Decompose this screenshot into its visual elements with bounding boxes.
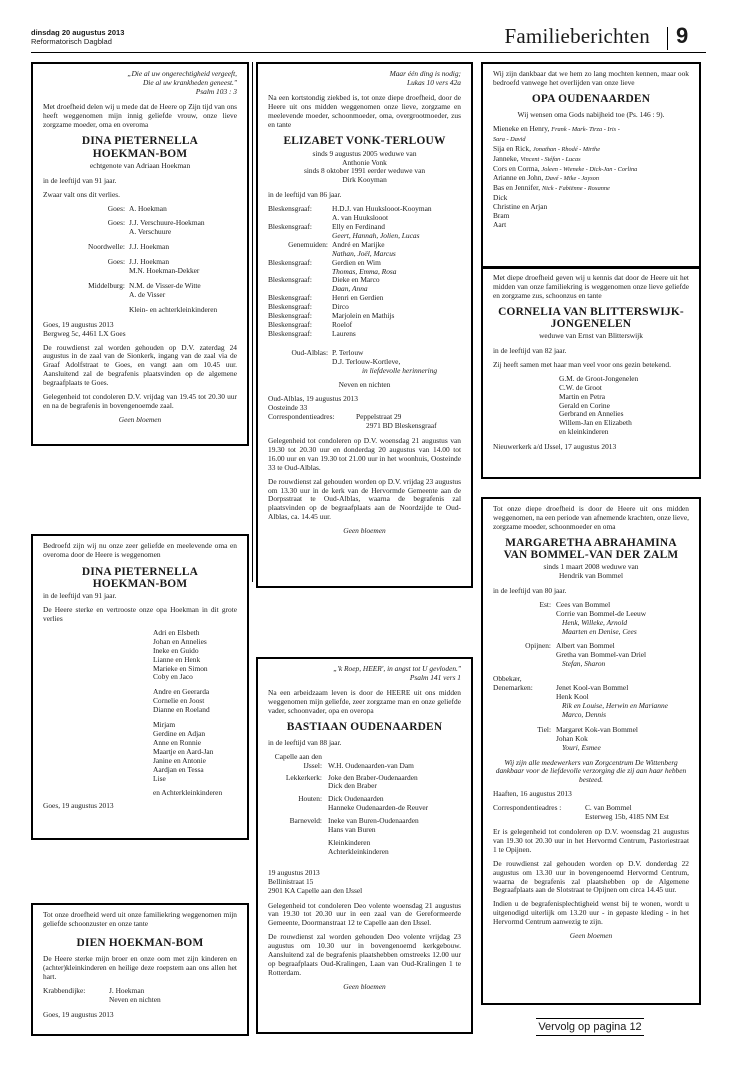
funeral-info: De rouwdienst zal gehouden worden op D.V. donderdag 22 augustus om 13.30 uur in bovengenoemd Hervormd Centrum, waarna de begrafenis zal plaatshebben op de Algemene Begraafplaats aan de Slotstraat te Opijnen om circa 14.45 uur. — [493, 858, 689, 895]
notice-date: Haaften, 16 augustus 2013 — [493, 789, 572, 799]
condolence-info: Gelegenheid tot condoleren D.V. vrijdag van 19.45 tot 20.30 uur en na de begrafenis in bovengenoemde zaal. — [43, 392, 237, 410]
verse: „Die al uw ongerechtigheid vergeeft, Die al uw krankheden geneest." Psalm 103 : 3 — [127, 69, 237, 96]
death-notice-grandmother — [31, 534, 249, 840]
notice-date: Goes, 19 augustus 2013 — [43, 1009, 114, 1019]
deceased-name: DINA PIETERNELLA HOEKMAN-BOM — [81, 135, 199, 160]
death-notice-hoekman-bom — [31, 62, 249, 446]
notice-date: Nieuwerkerk a/d IJssel, 17 augustus 2013 — [493, 442, 617, 452]
verse: Maar één ding is nodig; Lukas 10 vers 42a — [389, 69, 461, 87]
family-list: Krabbendijke: J. Hoekman Neven en nichten — [43, 985, 161, 1004]
notice-intro: Wij zijn dankbaar dat we hem zo lang mochten kennen, maar ook bedroefd vanwege het overlijden van onze lieve — [493, 69, 689, 87]
widow-lines: sinds 1 maart 2008 weduwe van Hendrik van Bommel — [543, 562, 639, 581]
attendance-info: Indien u de begrafenisplechtigheid wenst bij te wonen, wordt u uitgenodigd uiterlijk om 13.20 uur - in gepaste kleding - in het Hervormd Centrum aanwezig te zijn. — [493, 899, 689, 927]
death-notice-dien — [31, 903, 249, 1036]
widow-line: weduwe van Ernst van Blitterswijk — [539, 331, 643, 341]
no-flowers: Geen bloemen — [343, 526, 386, 536]
age-line: in de leeftijd van 82 jaar. — [493, 346, 567, 356]
notice-note: De Heere sterke mijn broer en onze oom met zijn kinderen en (achter)kleinkinderen en heilige deze roepstem aan ons allen het hart. — [43, 954, 237, 981]
column-divider — [252, 62, 253, 582]
death-notice-oudenaarden — [256, 657, 473, 1034]
grandchildren-group-2: Andre en Geerarda Cornelie en Joost Dianne en Roeland — [153, 687, 210, 715]
funeral-info: De rouwdienst zal worden gehouden op D.V. zaterdag 24 augustus in de zaal van de Sionkerk, ingang van de zaal via de Graaf Adolfstraat te Goes, en vangt aan om 10.45 uur. Aansluitend zal de begrafenis plaatsvinden op de algemene begraafplaats te Goes. — [43, 342, 237, 388]
death-notice-van-blitterswijk — [481, 266, 701, 479]
deceased-name: OPA OUDENAARDEN — [531, 92, 651, 105]
funeral-info: De rouwdienst zal worden gehouden Deo volente vrijdag 23 augustus om 10.30 uur in bovengenoemd kerkgebouw. Aansluitend zal de begrafenis plaatshebben omstreeks 12.00 uur op begraafplaats Oud-Kralingen, Laan van Oud-Kralingen 1 te Rotterdam. — [268, 932, 461, 977]
age-line: in de leeftijd van 91 jaar. — [43, 591, 117, 601]
notice-date: Goes, 19 augustus 2013 — [43, 801, 114, 811]
newspaper-name: Reformatorisch Dagblad — [31, 37, 112, 46]
deceased-name: DIEN HOEKMAN-BOM — [76, 936, 204, 949]
age-line: in de leeftijd van 80 jaar. — [493, 585, 567, 595]
section-title: Familieberichten — [504, 24, 650, 48]
deceased-name: MARGARETHA ABRAHAMINA VAN BOMMEL-VAN DER ZALM — [503, 536, 679, 561]
deceased-name: BASTIAAN OUDENAARDEN — [286, 720, 443, 733]
verse: „'k Roep, HEER', in angst tot U gevloden." Psalm 141 vers 1 — [333, 664, 461, 682]
condolence-info: Gelegenheid tot condoleren Deo volente woensdag 21 augustus van 19.30 tot 20.30 uur in een zaal van de Gereformeerde Gemeente, Doormanstraat 12 te Capelle aan den IJssel. — [268, 900, 461, 928]
no-flowers: Geen bloemen — [569, 931, 613, 941]
death-notice-van-bommel — [481, 497, 701, 1005]
spouse-line: echtgenote van Adriaan Hoekman — [89, 160, 191, 170]
no-flowers: Geen bloemen — [118, 414, 162, 424]
deceased-name: CORNELIA VAN BLITTERSWIJK- JONGENELEN — [498, 305, 684, 330]
address: 19 augustus 2013 Bellinistraat 15 2901 KA Capelle aan den IJssel — [268, 867, 363, 895]
notice-opa-oudenaarden — [481, 62, 701, 269]
condolence-info: Gelegenheid tot condoleren op D.V. woensdag 21 augustus van 19.30 tot 20.30 uur en donderdag 20 augustus van 14.00 tot 16.00 uur en van 19.30 tot 21.00 uur in het woonhuis, Oosteinde 33 te Oud-Alblas. — [268, 436, 461, 472]
deceased-name: ELIZABET VONK-TERLOUW — [283, 135, 446, 148]
cousins-line: Neven en nichten — [338, 380, 391, 390]
correspondence-address: Correspondentieadres: Peppelstraat 29 2971 BD Bleskensgraaf — [268, 412, 437, 431]
widow-lines: sinds 9 augustus 2005 weduwe van Anthonie Vonk sinds 8 oktober 1991 eerder weduwe van Dirk Kooyman — [303, 148, 426, 185]
notice-intro: Na een kortstondig ziekbed is, tot onze diepe droefheid, door de Heere uit ons midden weggenomen onze lieve, zorgzame en meelevende moeder, schoonmoeder, oma, overgrootmoeder, zus en tante — [268, 92, 461, 129]
grandchildren-group-1: Adri en Elsbeth Johan en Annelies Ineke en Guido Lianne en Henk Marieke en Simon Coby en Jaco — [153, 627, 208, 682]
page-number: 9 — [676, 23, 689, 48]
continued-on-page-link[interactable]: Vervolg op pagina 12 — [536, 1018, 644, 1036]
deceased-name: DINA PIETERNELLA HOEKMAN-BOM — [81, 565, 199, 591]
address: Oud-Alblas, 19 augustus 2013 Oosteinde 33 — [268, 394, 358, 413]
notice-note: De Heere sterke en vertrooste onze opa Hoekman in dit grote verlies — [43, 605, 237, 624]
correspondence-address: Correspondentieadres : C. van Bommel Esterweg 15b, 4185 NM Est — [493, 803, 669, 822]
notice-intro: Met diepe droefheid geven wij u kennis dat door de Heere uit het midden van onze familiekring is weggenomen onze lieve geliefde en zorgzame zus, schoonzus en tante — [493, 273, 689, 300]
brother-line: Oud-Alblas: P. Terlouw D.J. Terlouw-Kortleve, in liefdevolle herinnering — [291, 347, 438, 375]
masthead-info — [31, 28, 124, 46]
wish-line: Wij wensen oma Gods nabijheid toe (Ps. 146 : 9). — [517, 110, 665, 120]
death-notice-vonk-terlouw — [256, 62, 473, 588]
condolence-info: Er is gelegenheid tot condoleren op D.V. woensdag 21 augustus van 19.30 tot 20.30 uur in het Hervormd Centrum, Pastoriestraat 1 te Opijnen. — [493, 826, 689, 854]
notice-intro: Tot onze droefheid werd uit onze familiekring weggenomen mijn geliefde schoonzuster en onze tante — [43, 910, 237, 928]
notice-intro: Na een arbeidzaam leven is door de HEERE uit ons midden weggenomen mijn geliefde, zeer zorgzame man en onze geliefde vader, schoonvader, opa en overopa — [268, 687, 461, 715]
notice-note: Zwaar valt ons dit verlies. — [43, 189, 120, 199]
funeral-info: De rouwdienst zal gehouden worden op D.V. vrijdag 23 augustus om 13.30 uur in de kerk van de Hervormde Gemeente aan de Dorpsstraat te Oud-Alblas, waarna de begrafenis zal plaatsvinden op de begraafplaats aan de Noordzijde te Oud-Alblas, ca. 14.45 uur. — [268, 476, 461, 522]
family-list: Est: Cees van Bommel Corrie van Bommel-de Leeuw Henk, Willeke, Arnold Maarten en Denise, Cees Opijnen: Albert van Bommel Gretha van Bommel-van Driel Stefan, Sharon Obbekær, Denemarken: Jenet Kool-van Bommel Henk Kool Rik en Louise, Herwin en Marianne Marco, Dennis Tiel: Margaret Kok-van Bommel Johan Kok Youri, Esmee — [493, 599, 668, 752]
notice-note: Zij heeft samen met haar man veel voor ons gezin betekend. — [493, 359, 671, 369]
family-list: Capelle aan den IJssel: W.H. Oudenaarden-van Dam Lekkerkerk: Joke den Braber-Oudenaarden Dick den Braber Houten: Dick Oudenaarden Hanneke Oudenaarden-de Reuver Barneveld: Ineke van Buren-Oudenaarden Hans van Buren Kleinkinderen Achterkleinkinderen — [274, 751, 429, 856]
closing-line: en Achterkleinkinderen — [153, 788, 223, 798]
header-divider — [667, 27, 668, 50]
notice-intro: Tot onze diepe droefheid is door de Heere uit ons midden weggenomen, na een periode van afnemende krachten, onze lieve, zorgzame moeder, schoonmoeder en oma — [493, 504, 689, 531]
age-line: in de leeftijd van 91 jaar. — [43, 175, 117, 185]
grandchildren-group-3: Mirjam Gerdine en Adjan Anne en Ronnie Maartje en Aard-Jan Janine en Antonie Aardjan en Tessa Lise — [153, 720, 214, 783]
notice-intro: Bedroefd zijn wij nu onze zeer geliefde en meelevende oma en overoma door de Heere is weggenomen — [43, 541, 237, 559]
no-flowers: Geen bloemen — [343, 981, 386, 991]
notice-intro: Met droefheid delen wij u mede dat de Heere op Zijn tijd van ons heeft weggenomen mijn innig geliefde vrouw, onze lieve zorgzame moeder, oma en overoma — [43, 101, 237, 129]
address: Goes, 19 augustus 2013 Bergweg 5c, 4461 LX Goes — [43, 319, 126, 338]
family-list: Bleskensgraaf: H.D.J. van Huukslooot-Kooyman A. van Huukslooot Bleskensgraaf: Elly en Ferdinand Geert, Hannah, Jolien, Lucas Genemuiden: André en Marijke Nathan, Joël, Marcus Bleskensgraaf: Gerdien en Wim Thomas, Emma, Rosa Bleskensgraaf: Dieke en Marco Daan, Anna Bleskensgraaf: Henri en Gerdien Bleskensgraaf: Dirco Bleskensgraaf: Marjolein en Mathijs Bleskensgraaf: Roelof Bleskensgraaf: Laurens — [268, 204, 432, 338]
issue-date: dinsdag 20 augustus 2013 — [31, 28, 125, 37]
age-line: in de leeftijd van 86 jaar. — [268, 190, 342, 200]
family-list: Goes: A. Hoekman Goes: J.J. Verschuure-Hoekman A. Verschuure Noordwelle: J.J. Hoekman Goes: J.J. Hoekman M.N. Hoekman-Dekker Middelburg: N.M. de Visser-de Witte A. de Visser Klein- en achterkleinkinderen — [88, 203, 218, 314]
family-list: G.M. de Groot-Jongenelen C.W. de Groot Martin en Petra Gerald en Corine Gerbrand en Annelies Willem-Jan en Elizabeth en kleinkinderen — [559, 373, 639, 437]
age-line: in de leeftijd van 88 jaar. — [268, 737, 342, 747]
grandchildren-list: Mieneke en Henry, Frank - Mark- Tirza - Iris - Sara - David Sija en Rick, Jonathan - Rhodé - Mirthe Janneke, Vincent - Stéfan - Lucas Cors en Corma, Joleen - Wieneke - Dick-Jan - Corlina Arianne en John, Davé - Mike - Jayson Bas en Jennifer, Nick - Fabiënne - Roxanne Dick Christine en Arjan Bram Aart — [493, 123, 638, 229]
thanks-note: Wij zijn alle medewerkers van Zorgcentrum De Wittenberg dankbaar voor de liefdevolle verzorging die zij aan haar hebben besteed. — [495, 757, 687, 785]
header-rule — [31, 52, 706, 53]
